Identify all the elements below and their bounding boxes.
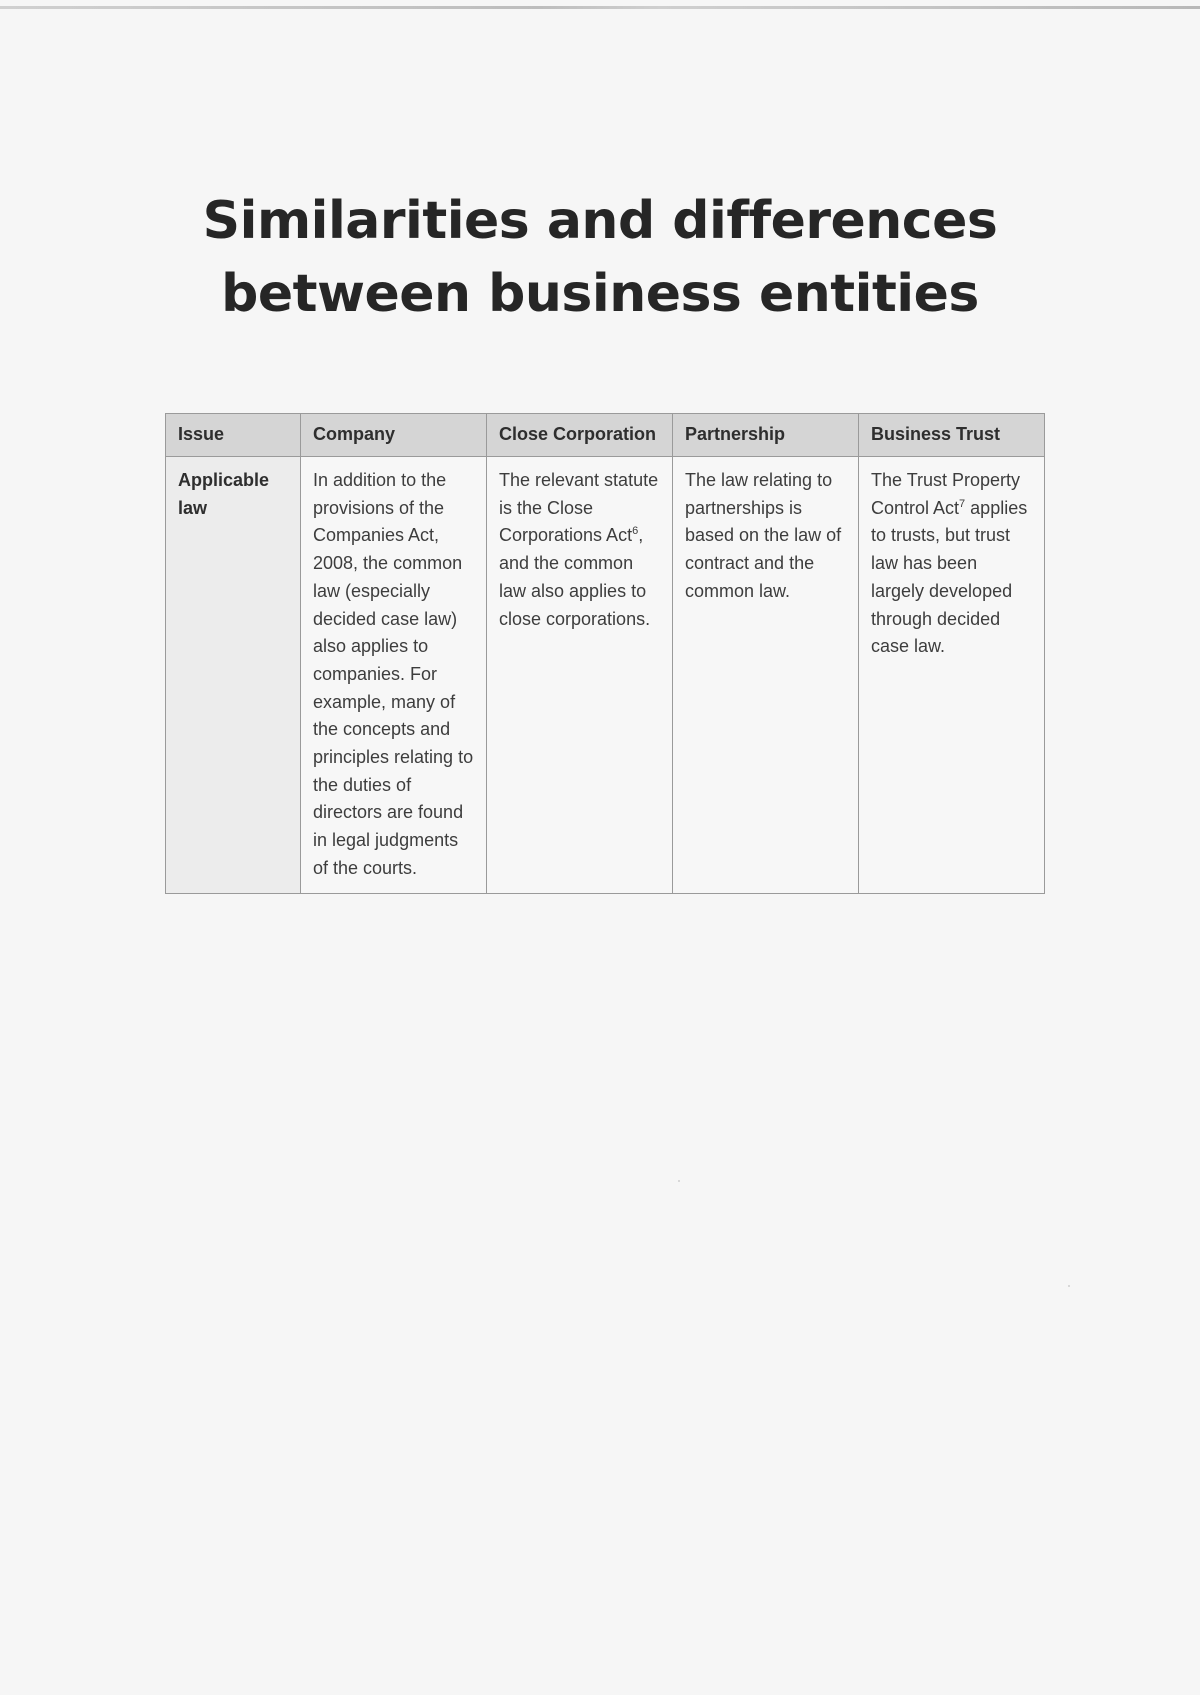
cell-partnership: The law relating to partnerships is based on the law of contract and the common law. bbox=[673, 457, 859, 894]
scan-speck bbox=[1068, 1285, 1070, 1287]
cell-business-trust-text: The Trust Property Control Act bbox=[871, 470, 1021, 518]
header-close-corporation: Close Corporation bbox=[487, 414, 673, 457]
header-business-trust: Business Trust bbox=[859, 414, 1045, 457]
table-row bbox=[166, 457, 1045, 894]
cell-business-trust-text-cont: applies to trusts, but trust law has been largely developed through decided case law. bbox=[871, 497, 1028, 657]
header-company: Company bbox=[301, 414, 487, 457]
header-issue: Issue bbox=[166, 414, 301, 457]
cell-close-corporation bbox=[487, 457, 673, 894]
cell-company: In addition to the provisions of the Companies Act, 2008, the common law (especially decided case law) also applies to companies. For example, many of the concepts and principles relating to the duties of directors are found in legal judgments of the courts. bbox=[301, 457, 487, 894]
cell-business-trust bbox=[859, 457, 1045, 894]
footnote-marker: 7 bbox=[959, 497, 966, 510]
scan-edge-line bbox=[0, 6, 1200, 9]
cell-issue: Applicable law bbox=[166, 457, 301, 894]
header-row bbox=[166, 414, 1045, 457]
cell-close-corporation-text-cont: , and the common law also applies to close corporations. bbox=[499, 525, 651, 629]
table-body bbox=[166, 457, 1045, 894]
footnote-marker: 6 bbox=[632, 525, 639, 538]
cell-close-corporation-text: The relevant statute is the Close Corporations Act bbox=[499, 470, 659, 546]
scan-speck bbox=[678, 1180, 680, 1182]
header-partnership: Partnership bbox=[673, 414, 859, 457]
comparison-table bbox=[165, 413, 1045, 894]
table-header bbox=[166, 414, 1045, 457]
page-title: Similarities and differences between business entities bbox=[202, 190, 998, 324]
